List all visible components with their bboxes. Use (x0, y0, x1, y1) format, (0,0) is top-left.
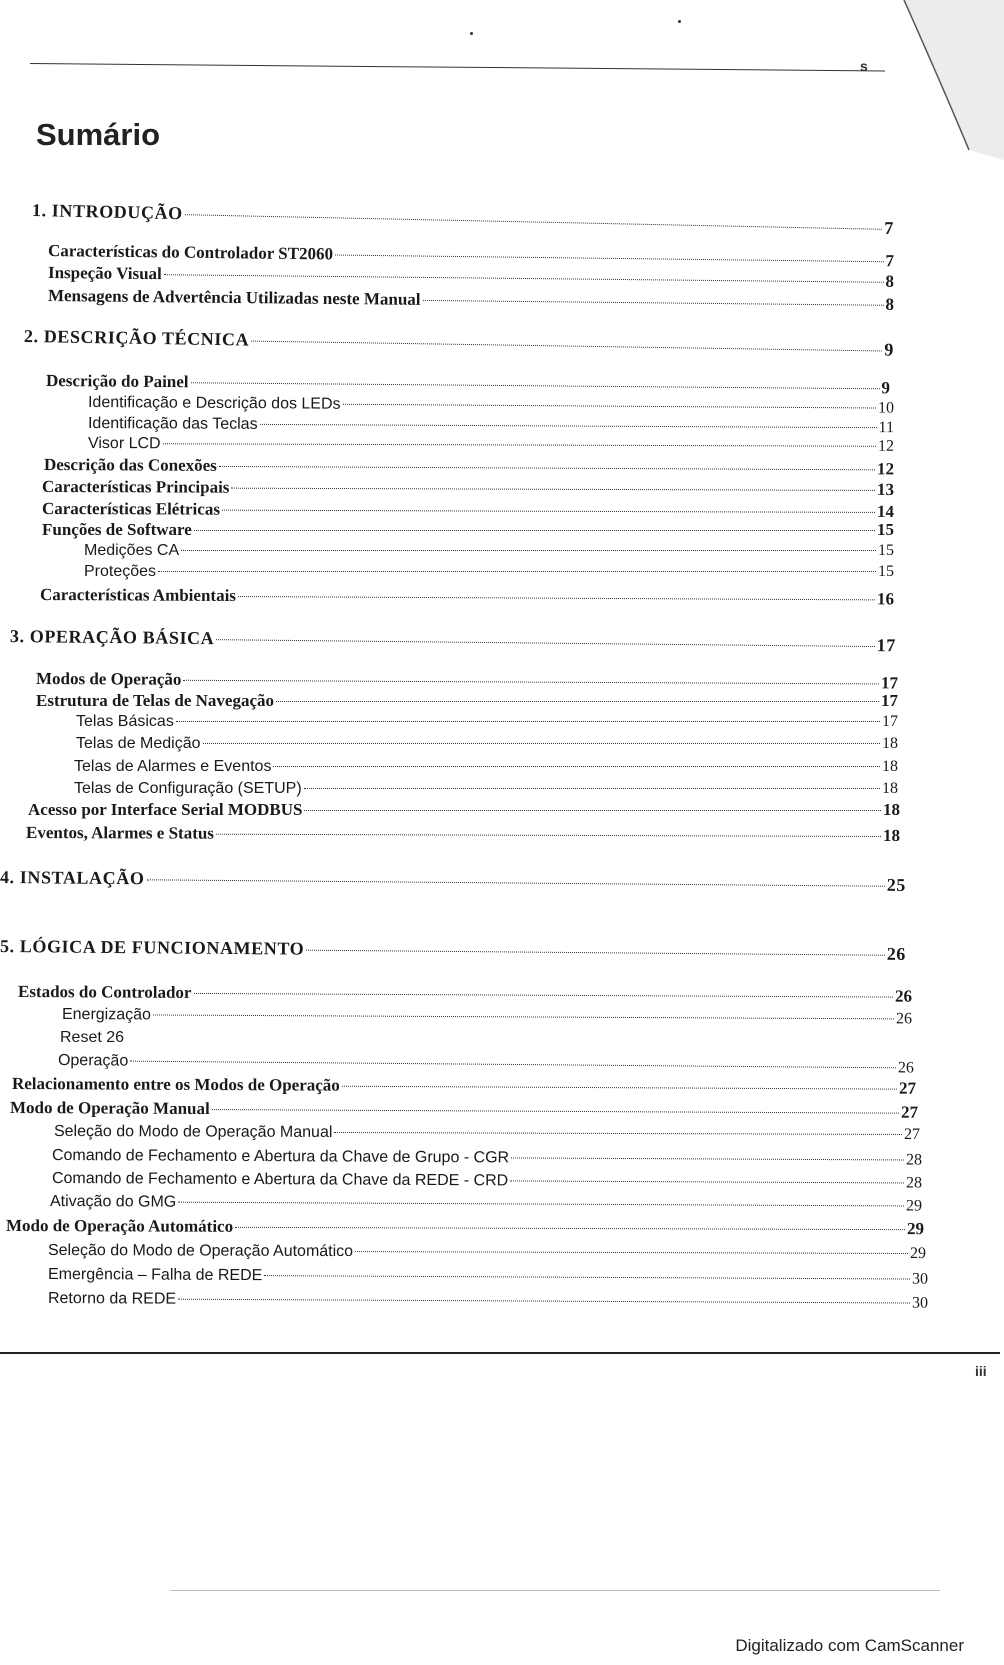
toc-leader (164, 274, 884, 283)
toc-page: 15 (877, 520, 894, 539)
toc-label: 2. DESCRIÇÃO TÉCNICA (23, 326, 250, 350)
toc-page: 27 (900, 1102, 919, 1122)
toc-entry[interactable] (76, 733, 898, 755)
toc-page: 17 (880, 673, 899, 693)
toc-leader (212, 1109, 899, 1114)
toc-leader (163, 443, 876, 446)
scan-speck (470, 32, 473, 35)
toc-label: Características do Controlador ST2060 (47, 241, 334, 264)
toc-page: 15 (878, 542, 894, 559)
toc-entry[interactable] (76, 711, 898, 733)
toc-page: 15 (878, 563, 894, 580)
toc-page: 28 (905, 1151, 923, 1169)
toc-leader (231, 488, 875, 491)
toc-page: 29 (905, 1197, 923, 1215)
toc-leader (216, 639, 874, 647)
toc-leader (146, 879, 884, 886)
toc-leader (216, 834, 881, 837)
toc-label: Estrutura de Telas de Navegação (36, 691, 274, 710)
toc-entry[interactable] (52, 1168, 922, 1195)
top-rule (30, 63, 885, 71)
toc-page: 29 (906, 1219, 925, 1239)
toc-entry[interactable] (50, 1191, 922, 1218)
toc-leader (185, 214, 882, 230)
toc-leader (264, 1275, 910, 1279)
toc-entry[interactable] (36, 690, 898, 712)
toc-label: Proteções (84, 563, 157, 580)
toc-label: Descrição das Conexões (43, 455, 217, 475)
toc-page: 30 (911, 1270, 929, 1288)
toc-label: Emergência – Falha de REDE (47, 1266, 263, 1285)
toc-page: 12 (877, 437, 895, 455)
toc-label: Características Principais (41, 477, 230, 497)
toc-entry[interactable] (48, 1240, 926, 1265)
toc-label: Eventos, Alarmes e Status (25, 823, 214, 843)
toc-label: Mensagens de Advertência Utilizadas neste Manual (47, 286, 421, 309)
toc-label: Relacionamento entre os Modos de Operação (11, 1074, 340, 1095)
toc-leader (423, 300, 884, 306)
toc-leader (219, 466, 875, 470)
toc-page: 17 (876, 635, 897, 656)
toc-entry[interactable] (60, 1027, 260, 1049)
toc-page: 27 (903, 1125, 921, 1144)
toc-page: 26 (894, 986, 913, 1006)
toc-leader (273, 766, 880, 767)
toc-page: 11 (878, 419, 895, 437)
toc-page: 18 (882, 758, 898, 775)
toc-leader (178, 1299, 910, 1304)
toc-label: Telas Básicas (76, 713, 174, 730)
toc-page: 9 (881, 378, 891, 398)
toc-leader (130, 1061, 896, 1069)
toc-page: 17 (882, 713, 898, 730)
toc-leader (276, 701, 879, 702)
toc-page: 29 (909, 1245, 927, 1263)
toc-label: Telas de Configuração (SETUP) (74, 780, 302, 797)
toc-label: Seleção do Modo de Operação Automático (47, 1242, 354, 1261)
scan-speck (678, 20, 681, 23)
toc-page: 9 (884, 339, 895, 360)
toc-page: 26 (897, 1059, 915, 1077)
toc-leader (355, 1251, 908, 1254)
toc-label: Identificação das Teclas (87, 415, 258, 433)
toc-label: Funções de Software (42, 520, 192, 539)
toc-entry[interactable] (42, 476, 894, 501)
toc-leader (238, 596, 875, 600)
toc-label: Ativação do GMG (49, 1193, 177, 1211)
toc-label: Descrição do Painel (45, 371, 189, 392)
toc-entry[interactable] (42, 519, 894, 541)
toc-page: 30 (911, 1294, 929, 1312)
toc-page: 12 (876, 459, 895, 479)
toc-page: 13 (876, 479, 895, 499)
toc-leader (260, 424, 877, 428)
toc-entry[interactable] (84, 561, 894, 583)
toc-page: 25 (886, 874, 907, 895)
toc-entry[interactable] (28, 799, 900, 821)
toc-leader (153, 1014, 894, 1019)
toc-entry[interactable] (12, 1073, 916, 1100)
toc-label: Telas de Medição (76, 735, 201, 752)
toc-entry[interactable] (74, 756, 898, 778)
toc-leader (176, 721, 880, 722)
toc-label: Reset 26 (60, 1029, 125, 1046)
toc-label: Visor LCD (87, 435, 161, 453)
toc-page: 26 (895, 1010, 913, 1028)
toc-leader (251, 341, 882, 352)
toc-label: Comando de Fechamento e Abertura da Chave da REDE - CRD (51, 1170, 509, 1190)
toc-label: Comando de Fechamento e Abertura da Chave de Grupo - CGR (51, 1147, 510, 1167)
toc-entry[interactable] (48, 1264, 928, 1291)
toc-label: Modos de Operação (35, 669, 182, 689)
toc-entry[interactable] (26, 822, 900, 847)
toc-leader (335, 255, 883, 263)
toc-leader (511, 1157, 904, 1160)
toc-leader (334, 1132, 902, 1135)
toc-label: Identificação e Descrição dos LEDs (87, 394, 341, 413)
toc-label: Características Ambientais (39, 585, 236, 606)
toc-leader (304, 810, 881, 811)
page-fold-corner (884, 0, 1004, 160)
toc-leader (181, 550, 876, 551)
page-marker: s (860, 58, 868, 74)
page-title: Sumário (36, 117, 161, 152)
toc-leader (306, 950, 884, 956)
toc-page: 7 (885, 251, 895, 271)
toc-label: 4. INSTALAÇÃO (0, 867, 145, 889)
toc-label: 1. INTRODUÇÃO (31, 200, 183, 224)
toc-entry[interactable] (84, 540, 894, 562)
toc-leader (222, 510, 875, 513)
toc-page: 28 (905, 1174, 923, 1192)
toc-entry[interactable] (54, 1121, 920, 1146)
toc-page: 18 (882, 825, 901, 846)
page-number: iii (975, 1363, 987, 1379)
toc-entry[interactable] (6, 1215, 924, 1240)
toc-page: 26 (886, 943, 907, 964)
toc-label: Acesso por Interface Serial MODBUS (28, 800, 303, 819)
toc-entry[interactable] (0, 866, 906, 896)
toc-label: Telas de Alarmes e Eventos (74, 758, 272, 775)
toc-label: Energização (61, 1006, 151, 1024)
toc-entry[interactable] (24, 325, 894, 361)
toc-page: 14 (876, 501, 895, 521)
toc-label: Características Elétricas (41, 499, 220, 519)
toc-label: Medições CA (84, 542, 180, 559)
toc-leader (343, 404, 876, 409)
toc-entry[interactable] (48, 1288, 928, 1315)
toc-entry[interactable] (10, 625, 896, 656)
toc-page: 27 (898, 1078, 917, 1098)
toc-label: Estados do Controlador (17, 982, 192, 1002)
toc-page: 18 (882, 735, 898, 752)
toc-page: 10 (877, 399, 895, 417)
toc-page: 7 (883, 217, 895, 239)
toc-label: Retorno da REDE (47, 1290, 177, 1308)
toc-page: 18 (882, 780, 898, 797)
toc-leader (191, 382, 880, 389)
toc-leader (203, 743, 880, 744)
toc-leader (158, 571, 876, 572)
toc-leader (510, 1180, 904, 1183)
scanner-credit: Digitalizado com CamScanner (735, 1636, 964, 1655)
toc-label: Modo de Operação Manual (9, 1098, 210, 1119)
toc-label: Seleção do Modo de Operação Manual (53, 1123, 333, 1141)
toc-label: 5. LÓGICA DE FUNCIONAMENTO (0, 936, 305, 959)
toc-leader (193, 993, 892, 998)
toc-leader (304, 788, 880, 789)
toc-page: 8 (885, 294, 895, 314)
toc-leader (194, 530, 875, 531)
toc-entry[interactable] (32, 199, 894, 239)
toc-leader (235, 1227, 905, 1230)
toc-page: 16 (876, 589, 895, 609)
toc-page: 18 (883, 800, 900, 819)
footer-line (170, 1590, 940, 1591)
toc-label: Modo de Operação Automático (5, 1216, 234, 1236)
toc-label: 3. OPERAÇÃO BÁSICA (9, 626, 215, 649)
toc-entry[interactable] (40, 584, 894, 610)
toc-leader (342, 1086, 897, 1090)
toc-leader (178, 1202, 904, 1207)
toc-label: Operação (57, 1052, 129, 1070)
toc-page: 8 (885, 271, 895, 291)
toc-label: Inspeção Visual (47, 263, 162, 284)
toc-entry[interactable] (52, 1145, 922, 1172)
toc-entry[interactable] (10, 1097, 918, 1124)
toc-leader (183, 680, 879, 685)
toc-entry[interactable] (0, 935, 906, 965)
toc-entry[interactable] (74, 778, 898, 800)
bottom-rule (0, 1352, 1000, 1354)
toc-page: 17 (881, 691, 898, 710)
